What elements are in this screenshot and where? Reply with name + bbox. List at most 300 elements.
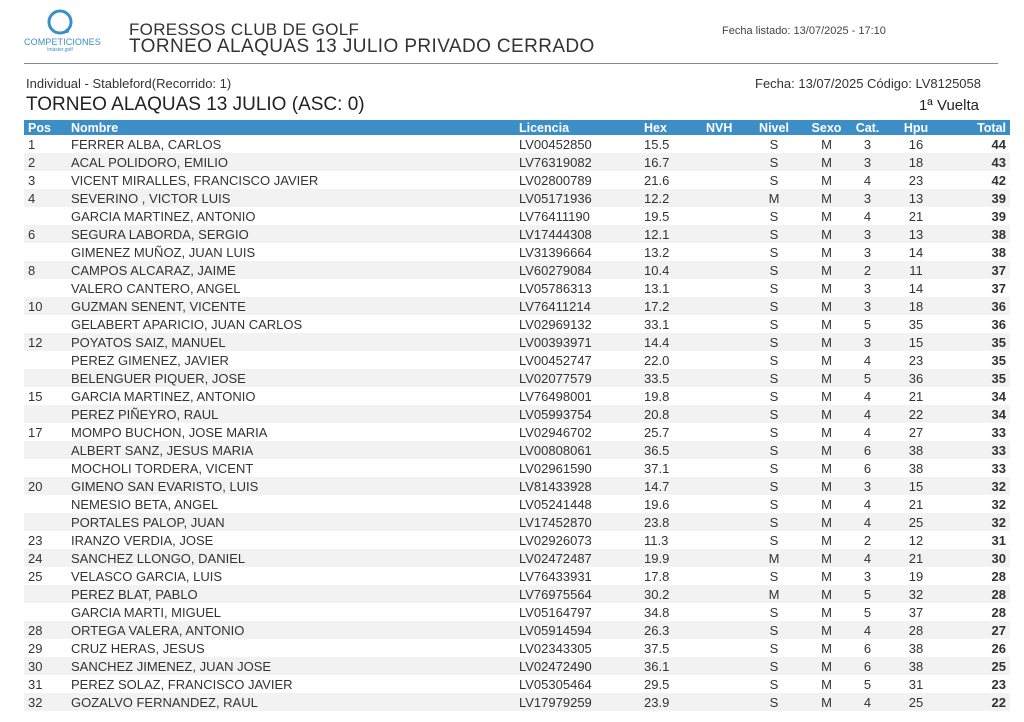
cell-cat: 4 bbox=[849, 621, 886, 639]
cell-pos bbox=[24, 513, 71, 531]
cell-cat: 5 bbox=[863, 676, 872, 692]
cell-pos bbox=[24, 279, 71, 297]
cell-hex: 37.1 bbox=[644, 460, 670, 476]
cell-pos: 32 bbox=[24, 693, 71, 711]
club-name: FORESSOS CLUB DE GOLF bbox=[129, 20, 360, 39]
cell-pos: 25 bbox=[28, 568, 43, 584]
cell-total: 23 bbox=[991, 676, 1006, 692]
cell-pos bbox=[24, 441, 71, 459]
cell-nvh bbox=[706, 261, 744, 279]
cell-total: 39 bbox=[946, 189, 1010, 207]
cell-total: 33 bbox=[991, 424, 1006, 440]
cell-nvh bbox=[706, 369, 744, 387]
cell-nombre: GIMENEZ MUÑOZ, JUAN LUIS bbox=[71, 244, 256, 260]
cell-sexo: M bbox=[821, 568, 832, 584]
cell-total: 32 bbox=[946, 513, 1010, 531]
table-row bbox=[24, 495, 1010, 513]
table-row bbox=[24, 135, 1010, 153]
cell-hex: 22.0 bbox=[644, 352, 670, 368]
cell-nombre: PEREZ PIÑEYRO, RAUL bbox=[71, 405, 519, 423]
cell-nivel: S bbox=[744, 333, 804, 351]
cell-pos: 20 bbox=[24, 477, 71, 495]
cell-pos bbox=[24, 315, 71, 333]
table-row bbox=[24, 693, 1010, 711]
cell-hex: 20.8 bbox=[644, 405, 706, 423]
cell-hpu: 18 bbox=[886, 153, 946, 171]
cell-nombre: NEMESIO BETA, ANGEL bbox=[71, 496, 219, 512]
cell-hex: 10.4 bbox=[644, 261, 706, 279]
cell-cat: 5 bbox=[863, 316, 872, 332]
table-row bbox=[24, 423, 1010, 441]
table-row bbox=[24, 513, 1010, 531]
cell-sexo: M bbox=[804, 441, 849, 459]
cell-nombre: BELENGUER PIQUER, JOSE bbox=[71, 369, 519, 387]
cell-nvh bbox=[706, 171, 744, 189]
cell-nvh bbox=[706, 603, 744, 621]
cell-nombre: GELABERT APARICIO, JUAN CARLOS bbox=[71, 316, 303, 332]
cell-hpu: 18 bbox=[886, 297, 946, 315]
cell-nivel: S bbox=[744, 261, 804, 279]
cell-nivel: S bbox=[744, 477, 804, 495]
cell-sexo: M bbox=[804, 297, 849, 315]
cell-sexo: M bbox=[804, 693, 849, 711]
cell-cat: 4 bbox=[849, 549, 886, 567]
cell-cat: 4 bbox=[849, 405, 886, 423]
table-row bbox=[24, 531, 1010, 549]
col-nombre: Nombre bbox=[71, 120, 519, 135]
cell-hpu: 28 bbox=[886, 621, 946, 639]
table-row bbox=[24, 621, 1010, 639]
table-row bbox=[24, 315, 1010, 333]
cell-hpu: 12 bbox=[908, 532, 924, 548]
cell-hex: 36.1 bbox=[644, 657, 706, 675]
cell-hpu: 11 bbox=[886, 261, 946, 279]
cell-nvh bbox=[706, 225, 744, 243]
cell-sexo: M bbox=[821, 316, 832, 332]
cell-cat: 4 bbox=[863, 424, 872, 440]
cell-pos bbox=[24, 207, 71, 225]
cell-nombre: GARCIA MARTINEZ, ANTONIO bbox=[71, 208, 256, 224]
cell-nvh bbox=[706, 333, 744, 351]
cell-cat: 3 bbox=[849, 153, 886, 171]
cell-nombre: POYATOS SAIZ, MANUEL bbox=[71, 333, 519, 351]
cell-pos: 1 bbox=[28, 136, 36, 152]
cell-licencia: LV76411190 bbox=[519, 208, 590, 224]
cell-cat: 6 bbox=[849, 441, 886, 459]
cell-hpu: 13 bbox=[886, 189, 946, 207]
cell-nombre: GUZMAN SENENT, VICENTE bbox=[71, 297, 519, 315]
cell-sexo: M bbox=[804, 549, 849, 567]
cell-total: 30 bbox=[946, 549, 1010, 567]
cell-total: 39 bbox=[991, 208, 1006, 224]
cell-sexo: M bbox=[821, 388, 832, 404]
table-row bbox=[24, 387, 1010, 405]
cell-cat: 3 bbox=[863, 136, 872, 152]
cell-total: 36 bbox=[946, 297, 1010, 315]
competition-format: Individual - Stableford(Recorrido: 1) bbox=[26, 76, 232, 91]
cell-hex: 36.5 bbox=[644, 441, 706, 459]
cell-nvh bbox=[706, 459, 744, 477]
cell-hpu: 15 bbox=[886, 477, 946, 495]
cell-total: 35 bbox=[946, 333, 1010, 351]
cell-sexo: M bbox=[804, 369, 849, 387]
table-row bbox=[24, 297, 1010, 315]
cell-nvh bbox=[706, 657, 744, 675]
cell-nvh bbox=[706, 423, 744, 441]
cell-sexo: M bbox=[821, 676, 832, 692]
cell-nivel: S bbox=[744, 513, 804, 531]
cell-nombre: PEREZ GIMENEZ, JAVIER bbox=[71, 352, 229, 368]
cell-licencia: LV02077579 bbox=[519, 369, 644, 387]
cell-hex: 19.6 bbox=[644, 496, 670, 512]
cell-licencia: LV00393971 bbox=[519, 333, 644, 351]
cell-cat: 6 bbox=[863, 640, 872, 656]
cell-nombre: SEGURA LABORDA, SERGIO bbox=[71, 225, 519, 243]
cell-nombre: ACAL POLIDORO, EMILIO bbox=[71, 153, 519, 171]
table-row bbox=[24, 171, 1010, 189]
cell-sexo: M bbox=[804, 585, 849, 603]
cell-nivel: S bbox=[769, 532, 779, 548]
cell-sexo: M bbox=[821, 640, 832, 656]
table-row bbox=[24, 351, 1010, 369]
cell-licencia: LV05786313 bbox=[519, 280, 592, 296]
cell-total: 44 bbox=[991, 136, 1006, 152]
cell-nivel: S bbox=[769, 352, 779, 368]
cell-total: 33 bbox=[991, 460, 1006, 476]
cell-total: 32 bbox=[991, 496, 1006, 512]
cell-hex: 34.8 bbox=[644, 604, 670, 620]
table-row bbox=[24, 405, 1010, 423]
cell-licencia: LV05171936 bbox=[519, 189, 644, 207]
round-label: 1ª Vuelta bbox=[918, 97, 979, 114]
cell-nivel: S bbox=[744, 621, 804, 639]
cell-nombre: SANCHEZ LLONGO, DANIEL bbox=[71, 549, 519, 567]
cell-pos bbox=[24, 603, 71, 621]
table-row bbox=[24, 207, 1010, 225]
cell-hex: 33.1 bbox=[644, 316, 670, 332]
cell-cat: 5 bbox=[849, 369, 886, 387]
cell-nivel: S bbox=[744, 369, 804, 387]
cell-sexo: M bbox=[821, 496, 832, 512]
cell-cat: 3 bbox=[863, 568, 872, 584]
cell-hpu: 25 bbox=[886, 513, 946, 531]
cell-sexo: M bbox=[821, 532, 832, 548]
cell-pos bbox=[24, 405, 71, 423]
cell-cat: 4 bbox=[863, 352, 872, 368]
cell-pos: 31 bbox=[28, 676, 43, 692]
cell-pos: 30 bbox=[24, 657, 71, 675]
cell-nombre: PEREZ SOLAZ, FRANCISCO JAVIER bbox=[71, 676, 293, 692]
cell-total: 25 bbox=[946, 657, 1010, 675]
date-and-code: Fecha: 13/07/2025 Código: LV8125058 bbox=[755, 76, 981, 91]
cell-total: 27 bbox=[946, 621, 1010, 639]
cell-nivel: S bbox=[769, 388, 779, 404]
cell-hpu: 21 bbox=[886, 549, 946, 567]
cell-licencia: LV00452747 bbox=[519, 352, 592, 368]
cell-pos: 2 bbox=[24, 153, 71, 171]
table-row bbox=[24, 189, 1010, 207]
cell-nombre: ORTEGA VALERA, ANTONIO bbox=[71, 621, 519, 639]
cell-cat: 3 bbox=[849, 477, 886, 495]
cell-hpu: 31 bbox=[908, 676, 924, 692]
cell-total: 38 bbox=[946, 225, 1010, 243]
cell-total: 34 bbox=[946, 405, 1010, 423]
cell-nivel: S bbox=[744, 441, 804, 459]
cell-total: 22 bbox=[946, 693, 1010, 711]
cell-nvh bbox=[706, 639, 744, 657]
cell-licencia: LV76433931 bbox=[519, 568, 592, 584]
cell-nivel: S bbox=[744, 657, 804, 675]
cell-licencia: LV05164797 bbox=[519, 604, 592, 620]
col-total: Total bbox=[946, 120, 1010, 135]
cell-cat: 6 bbox=[863, 460, 872, 476]
cell-sexo: M bbox=[804, 225, 849, 243]
cell-nivel: S bbox=[769, 424, 779, 440]
cell-pos: 17 bbox=[28, 424, 43, 440]
cell-hex: 21.6 bbox=[644, 172, 670, 188]
cell-hex: 12.2 bbox=[644, 189, 706, 207]
listing-date: Fecha listado: 13/07/2025 - 17:10 bbox=[722, 25, 886, 37]
cell-hpu: 16 bbox=[908, 136, 924, 152]
cell-total: 35 bbox=[946, 369, 1010, 387]
cell-hex: 23.9 bbox=[644, 693, 706, 711]
cell-cat: 3 bbox=[863, 244, 872, 260]
cell-nvh bbox=[706, 675, 744, 693]
cell-nivel: S bbox=[744, 225, 804, 243]
table-row bbox=[24, 261, 1010, 279]
cell-total: 26 bbox=[991, 640, 1006, 656]
cell-total: 37 bbox=[991, 280, 1006, 296]
cell-hex: 37.5 bbox=[644, 640, 670, 656]
cell-total: 38 bbox=[991, 244, 1006, 260]
cell-licencia: LV02472490 bbox=[519, 657, 644, 675]
cell-licencia: LV02800789 bbox=[519, 172, 592, 188]
cell-licencia: LV05914594 bbox=[519, 621, 644, 639]
cell-licencia: LV81433928 bbox=[519, 477, 644, 495]
cell-nvh bbox=[706, 315, 744, 333]
cell-nvh bbox=[706, 585, 744, 603]
cell-nivel: S bbox=[769, 316, 779, 332]
cell-hex: 17.8 bbox=[644, 568, 670, 584]
tournament-title: TORNEO ALAQUAS 13 JULIO PRIVADO CERRADO bbox=[129, 36, 595, 57]
cell-licencia: LV05993754 bbox=[519, 405, 644, 423]
cell-nombre: GARCIA MARTINEZ, ANTONIO bbox=[71, 388, 256, 404]
logo-text: COMPETICIONES bbox=[24, 37, 101, 47]
cell-sexo: M bbox=[821, 136, 832, 152]
cell-pos: 4 bbox=[24, 189, 71, 207]
cell-hex: 25.7 bbox=[644, 424, 670, 440]
cell-hex: 11.3 bbox=[644, 532, 669, 548]
cell-hex: 12.1 bbox=[644, 225, 706, 243]
cell-total: 32 bbox=[946, 477, 1010, 495]
cell-pos: 8 bbox=[24, 261, 71, 279]
cell-hex: 26.3 bbox=[644, 621, 706, 639]
cell-pos bbox=[24, 351, 71, 369]
cell-nvh bbox=[706, 567, 744, 585]
cell-licencia: LV02472487 bbox=[519, 549, 644, 567]
cell-nvh bbox=[706, 531, 744, 549]
cell-sexo: M bbox=[804, 261, 849, 279]
cell-hpu: 35 bbox=[908, 316, 924, 332]
header-divider bbox=[24, 63, 998, 64]
table-row bbox=[24, 459, 1010, 477]
cell-hex: 19.5 bbox=[644, 208, 670, 224]
cell-cat: 3 bbox=[849, 225, 886, 243]
cell-hpu: 25 bbox=[886, 693, 946, 711]
cell-nombre: MOCHOLI TORDERA, VICENT bbox=[71, 460, 254, 476]
cell-hpu: 15 bbox=[886, 333, 946, 351]
cell-hpu: 19 bbox=[908, 568, 924, 584]
cell-hpu: 21 bbox=[908, 496, 924, 512]
cell-nvh bbox=[706, 243, 744, 261]
cell-cat: 4 bbox=[849, 693, 886, 711]
cell-cat: 4 bbox=[849, 513, 886, 531]
cell-nvh bbox=[706, 549, 744, 567]
cell-nvh bbox=[706, 279, 744, 297]
cell-licencia: LV76975564 bbox=[519, 585, 644, 603]
cell-nivel: M bbox=[744, 189, 804, 207]
table-row bbox=[24, 603, 1010, 621]
cell-nombre: IRANZO VERDIA, JOSE bbox=[71, 532, 214, 548]
cell-total: 36 bbox=[991, 316, 1006, 332]
cell-hex: 23.8 bbox=[644, 513, 706, 531]
cell-hpu: 38 bbox=[886, 441, 946, 459]
cell-nivel: S bbox=[769, 244, 779, 260]
cell-hpu: 38 bbox=[908, 640, 924, 656]
cell-nvh bbox=[706, 693, 744, 711]
cell-pos: 15 bbox=[28, 388, 43, 404]
cell-nombre: VALERO CANTERO, ANGEL bbox=[71, 280, 241, 296]
cell-licencia: LV02343305 bbox=[519, 640, 592, 656]
cell-cat: 4 bbox=[863, 388, 872, 404]
cell-nvh bbox=[706, 477, 744, 495]
cell-hex: 14.4 bbox=[644, 333, 706, 351]
cell-hpu: 22 bbox=[886, 405, 946, 423]
cell-hpu: 36 bbox=[886, 369, 946, 387]
cell-licencia: LV05305464 bbox=[519, 676, 592, 692]
cell-licencia: LV17979259 bbox=[519, 693, 644, 711]
col-cat: Cat. bbox=[849, 120, 886, 135]
cell-pos: 6 bbox=[24, 225, 71, 243]
cell-sexo: M bbox=[821, 424, 832, 440]
cell-nombre: FERRER ALBA, CARLOS bbox=[71, 136, 222, 152]
table-row bbox=[24, 567, 1010, 585]
cell-hex: 14.7 bbox=[644, 477, 706, 495]
cell-cat: 4 bbox=[863, 172, 872, 188]
cell-total: 31 bbox=[991, 532, 1006, 548]
cell-total: 42 bbox=[991, 172, 1006, 188]
cell-pos: 3 bbox=[28, 172, 36, 188]
cell-nvh bbox=[706, 387, 744, 405]
cell-cat: 5 bbox=[863, 604, 872, 620]
cell-sexo: M bbox=[821, 460, 832, 476]
cell-sexo: M bbox=[821, 352, 832, 368]
cell-cat: 3 bbox=[849, 189, 886, 207]
cell-cat: 5 bbox=[849, 585, 886, 603]
cell-total: 28 bbox=[946, 585, 1010, 603]
col-hex: Hex bbox=[644, 120, 706, 135]
cell-hpu: 27 bbox=[908, 424, 924, 440]
table-row bbox=[24, 585, 1010, 603]
table-header-row bbox=[24, 120, 1010, 135]
cell-sexo: M bbox=[804, 333, 849, 351]
cell-hex: 19.9 bbox=[644, 549, 706, 567]
cell-nivel: S bbox=[769, 460, 779, 476]
cell-nivel: S bbox=[769, 568, 779, 584]
cell-sexo: M bbox=[804, 153, 849, 171]
cell-pos: 24 bbox=[24, 549, 71, 567]
col-pos: Pos bbox=[24, 120, 71, 135]
cell-hpu: 13 bbox=[886, 225, 946, 243]
cell-nombre: VICENT MIRALLES, FRANCISCO JAVIER bbox=[71, 172, 319, 188]
cell-pos bbox=[24, 459, 71, 477]
cell-nivel: S bbox=[769, 172, 779, 188]
cell-pos bbox=[24, 369, 71, 387]
cell-hpu: 23 bbox=[908, 172, 924, 188]
cell-pos bbox=[24, 243, 71, 261]
table-row bbox=[24, 441, 1010, 459]
cell-total: 33 bbox=[946, 441, 1010, 459]
cell-licencia: LV02926073 bbox=[519, 532, 592, 548]
table-row bbox=[24, 243, 1010, 261]
cell-nombre: GIMENO SAN EVARISTO, LUIS bbox=[71, 477, 519, 495]
cell-hex: 13.2 bbox=[644, 244, 670, 260]
cell-nivel: S bbox=[769, 136, 779, 152]
cell-sexo: M bbox=[821, 208, 832, 224]
cell-nivel: M bbox=[744, 585, 804, 603]
table-row bbox=[24, 333, 1010, 351]
cell-cat: 3 bbox=[849, 333, 886, 351]
round-title: TORNEO ALAQUAS 13 JULIO (ASC: 0) bbox=[26, 94, 365, 115]
cell-total: 43 bbox=[946, 153, 1010, 171]
cell-nivel: S bbox=[744, 153, 804, 171]
cell-hpu: 14 bbox=[908, 280, 924, 296]
cell-nvh bbox=[706, 153, 744, 171]
cell-licencia: LV02961590 bbox=[519, 460, 592, 476]
cell-hpu: 38 bbox=[908, 460, 924, 476]
cell-nivel: S bbox=[769, 496, 779, 512]
cell-nombre: GARCIA MARTI, MIGUEL bbox=[71, 604, 222, 620]
cell-hpu: 14 bbox=[908, 244, 924, 260]
cell-nvh bbox=[706, 189, 744, 207]
cell-nombre: VELASCO GARCIA, LUIS bbox=[71, 568, 222, 584]
table-row bbox=[24, 477, 1010, 495]
cell-licencia: LV76411214 bbox=[519, 297, 644, 315]
cell-licencia: LV17444308 bbox=[519, 225, 644, 243]
cell-hex: 33.5 bbox=[644, 369, 706, 387]
competiciones-logo bbox=[24, 8, 101, 53]
table-row bbox=[24, 657, 1010, 675]
cell-hex: 19.8 bbox=[644, 388, 670, 404]
cell-nvh bbox=[706, 207, 744, 225]
cell-sexo: M bbox=[821, 172, 832, 188]
cell-hex: 16.7 bbox=[644, 153, 706, 171]
cell-nvh bbox=[706, 135, 744, 153]
cell-nvh bbox=[706, 441, 744, 459]
cell-licencia: LV02946702 bbox=[519, 424, 592, 440]
table-row bbox=[24, 279, 1010, 297]
cell-hpu: 38 bbox=[886, 657, 946, 675]
cell-total: 28 bbox=[991, 568, 1006, 584]
cell-pos: 10 bbox=[24, 297, 71, 315]
cell-pos: 28 bbox=[24, 621, 71, 639]
cell-licencia: LV60279084 bbox=[519, 261, 644, 279]
cell-nombre: CAMPOS ALCARAZ, JAIME bbox=[71, 261, 519, 279]
cell-nombre: PORTALES PALOP, JUAN bbox=[71, 513, 519, 531]
cell-nivel: S bbox=[769, 208, 779, 224]
cell-pos: 29 bbox=[28, 640, 43, 656]
cell-hpu: 23 bbox=[908, 352, 924, 368]
